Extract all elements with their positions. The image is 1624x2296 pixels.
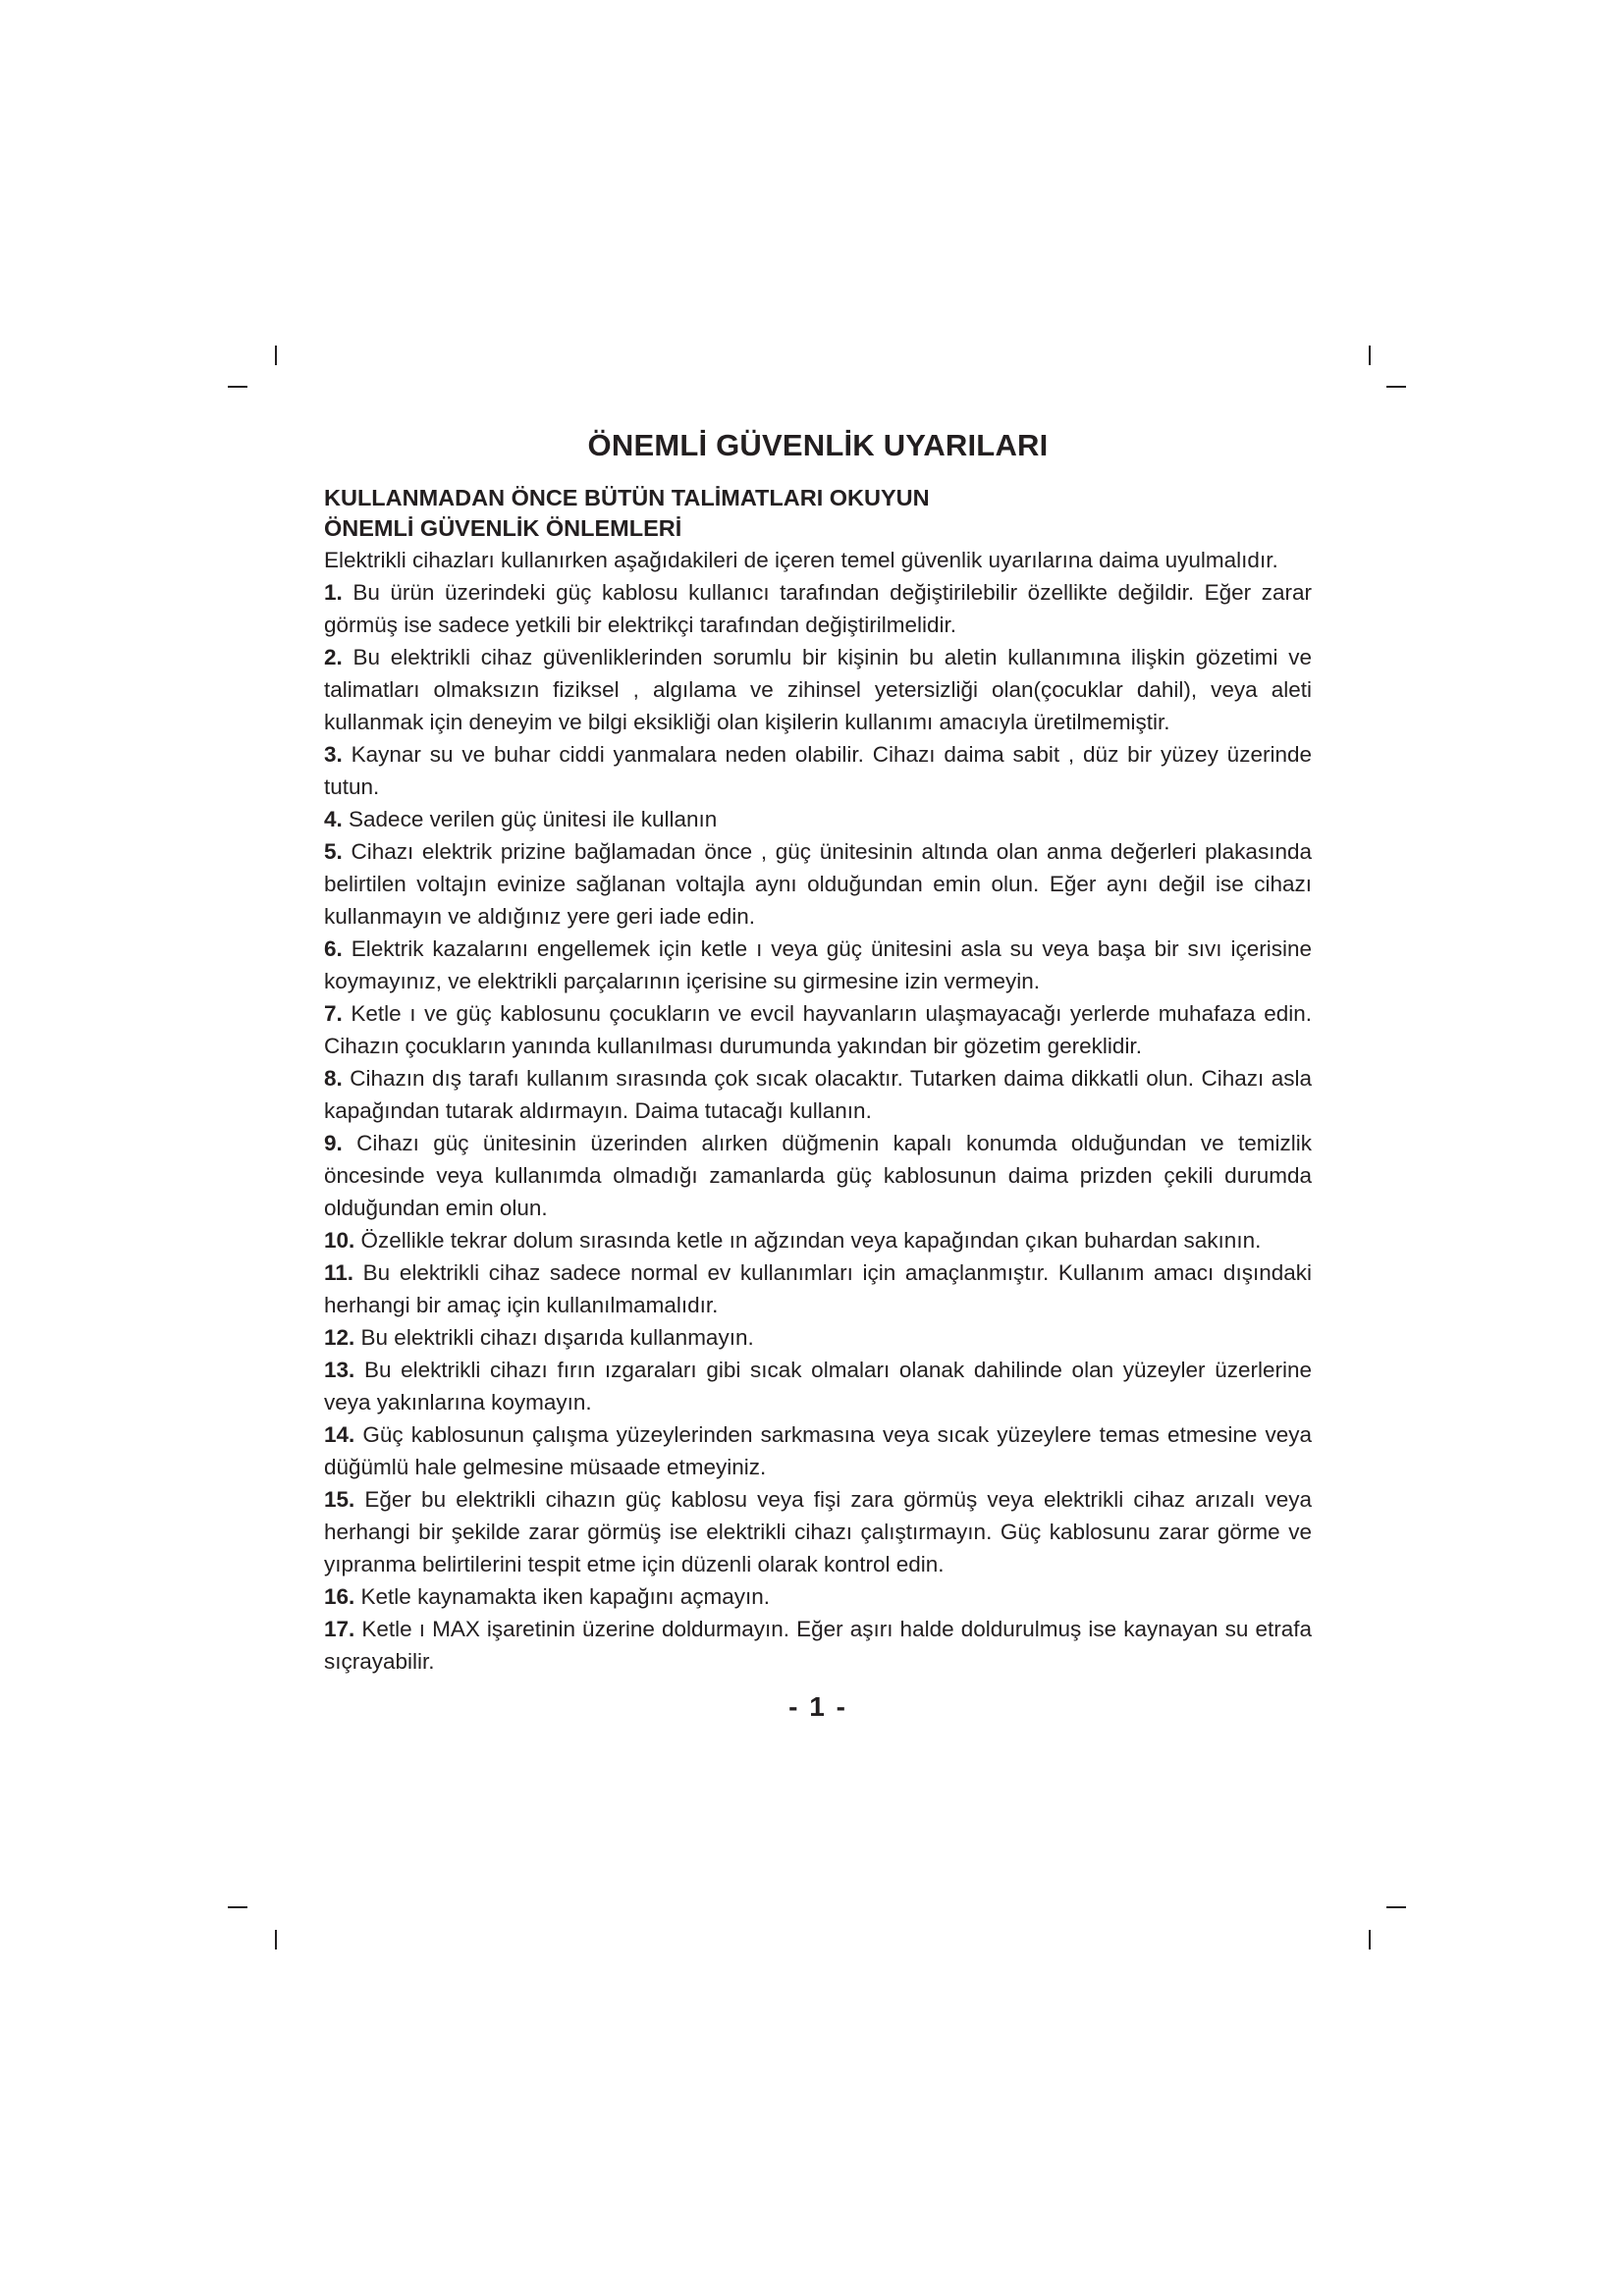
safety-item-text: Bu elektrikli cihaz güvenliklerinden sorumlu bir kişinin bu aletin kullanımına ilişkin gözetimi ve talimatları olmaksızın fiziksel , algılama ve zihinsel yetersizliği olan(çocuklar dahil), veya aleti kullanmak için deneyim ve bilgi eksikliği olan kişilerin kullanımı amacıyla üretilmemiştir. bbox=[324, 645, 1312, 734]
safety-item bbox=[324, 1580, 1312, 1613]
safety-item bbox=[324, 1354, 1312, 1418]
safety-item-number: 2. bbox=[324, 645, 343, 669]
crop-mark-bottom-left-vertical bbox=[275, 1930, 277, 1949]
safety-item bbox=[324, 835, 1312, 933]
safety-item bbox=[324, 1483, 1312, 1580]
page-number: - 1 - bbox=[788, 1691, 847, 1722]
safety-item-text: Kaynar su ve buhar ciddi yanmalara neden olabilir. Cihazı daima sabit , düz bir yüzey üzerinde tutun. bbox=[324, 742, 1312, 799]
safety-item-number: 10. bbox=[324, 1228, 355, 1253]
safety-item-text: Güç kablosunun çalışma yüzeylerinden sarkmasına veya sıcak yüzeylere temas etmesine veya düğümlü hale gelmesine müsaade etmeyiniz. bbox=[324, 1422, 1312, 1479]
safety-item-text: Bu ürün üzerindeki güç kablosu kullanıcı tarafından değiştirilebilir özellikte değildir. Eğer zarar görmüş ise sadece yetkili bir elektrikçi tarafından değiştirilmelidir. bbox=[324, 580, 1312, 637]
safety-item-text: Bu elektrikli cihazı dışarıda kullanmayın. bbox=[354, 1325, 754, 1350]
subheading-safety-precautions: ÖNEMLİ GÜVENLİK ÖNLEMLERİ bbox=[324, 515, 682, 541]
safety-item-number: 1. bbox=[324, 580, 343, 605]
crop-mark-bottom-left-horizontal bbox=[228, 1906, 247, 1908]
safety-item-text: Bu elektrikli cihaz sadece normal ev kullanımları için amaçlanmıştır. Kullanım amacı dışındaki herhangi bir amaç için kullanılmamalıdır. bbox=[324, 1260, 1312, 1317]
safety-item-number: 16. bbox=[324, 1584, 355, 1609]
safety-item-number: 8. bbox=[324, 1066, 343, 1091]
safety-item bbox=[324, 933, 1312, 997]
safety-item-text: Ketle kaynamakta iken kapağını açmayın. bbox=[354, 1584, 771, 1609]
crop-mark-bottom-right-vertical bbox=[1369, 1930, 1371, 1949]
safety-item-text: Cihazın dış tarafı kullanım sırasında çok sıcak olacaktır. Tutarken daima dikkatli olun. Cihazı asla kapağından tutarak aldırmayın. Daima tutacağı kullanın. bbox=[324, 1066, 1312, 1123]
safety-item-number: 6. bbox=[324, 936, 343, 961]
safety-item bbox=[324, 803, 1312, 835]
crop-mark-top-left-vertical bbox=[275, 346, 277, 365]
safety-item-text: Ketle ı ve güç kablosunu çocukların ve evcil hayvanların ulaşmayacağı yerlerde muhafaza edin. Cihazın çocukların yanında kullanılması durumunda yakından bir gözetim gereklidir. bbox=[324, 1001, 1312, 1058]
safety-item-text: Cihazı elektrik prizine bağlamadan önce , güç ünitesinin altında olan anma değerleri plakasında belirtilen voltajın evinize sağlanan voltajla aynı olduğundan emin olun. Eğer aynı değil ise cihazı kullanmayın ve aldığınız yere geri iade edin. bbox=[324, 839, 1312, 929]
safety-item-number: 15. bbox=[324, 1487, 355, 1512]
crop-mark-bottom-right-horizontal bbox=[1386, 1906, 1406, 1908]
safety-item-number: 13. bbox=[324, 1358, 355, 1382]
safety-item-text: Özellikle tekrar dolum sırasında ketle ın ağzından veya kapağından çıkan buhardan sakının. bbox=[354, 1228, 1262, 1253]
safety-item-number: 14. bbox=[324, 1422, 355, 1447]
safety-item bbox=[324, 997, 1312, 1062]
safety-item bbox=[324, 641, 1312, 738]
intro-paragraph: Elektrikli cihazları kullanırken aşağıdakileri de içeren temel güvenlik uyarılarına daima uyulmalıdır. bbox=[324, 548, 1278, 572]
safety-item-text: Eğer bu elektrikli cihazın güç kablosu veya fişi zara görmüş veya elektrikli cihaz arızalı veya herhangi bir şekilde zarar görmüş ise elektrikli cihazı çalıştırmayın. Güç kablosunu zarar görme ve yıpranma belirtilerini tespit etme için düzenli olarak kontrol edin. bbox=[324, 1487, 1312, 1576]
safety-item bbox=[324, 1321, 1312, 1354]
safety-item-number: 9. bbox=[324, 1131, 343, 1155]
safety-item-number: 5. bbox=[324, 839, 343, 864]
safety-items-list bbox=[324, 576, 1312, 1678]
safety-item-text: Sadece verilen güç ünitesi ile kullanın bbox=[342, 807, 718, 831]
crop-mark-top-right-horizontal bbox=[1386, 386, 1406, 388]
safety-item-number: 7. bbox=[324, 1001, 343, 1026]
crop-mark-top-right-vertical bbox=[1369, 346, 1371, 365]
safety-item-number: 3. bbox=[324, 742, 343, 767]
safety-item-text: Elektrik kazalarını engellemek için ketle ı veya güç ünitesini asla su veya başa bir sıvı içerisine koymayınız, ve elektrikli parçalarının içerisine su girmesine izin vermeyin. bbox=[324, 936, 1312, 993]
safety-item bbox=[324, 1127, 1312, 1224]
safety-item-number: 11. bbox=[324, 1260, 354, 1285]
safety-item bbox=[324, 1256, 1312, 1321]
subheading-read-instructions: KULLANMADAN ÖNCE BÜTÜN TALİMATLARI OKUYUN bbox=[324, 485, 930, 510]
page-content bbox=[324, 428, 1312, 1723]
safety-item-text: Ketle ı MAX işaretinin üzerine doldurmayın. Eğer aşırı halde doldurulmuş ise kaynayan su etrafa sıçrayabilir. bbox=[324, 1617, 1312, 1674]
safety-item-number: 4. bbox=[324, 807, 343, 831]
safety-item-text: Cihazı güç ünitesinin üzerinden alırken düğmenin kapalı konumda olduğundan ve temizlik öncesinde veya kullanımda olmadığı zamanlarda güç kablosunun daima prizden çekili durumda olduğundan emin olun. bbox=[324, 1131, 1312, 1220]
safety-item bbox=[324, 1418, 1312, 1483]
crop-mark-top-left-horizontal bbox=[228, 386, 247, 388]
safety-item bbox=[324, 1613, 1312, 1678]
safety-item-number: 17. bbox=[324, 1617, 355, 1641]
safety-item bbox=[324, 738, 1312, 803]
safety-item bbox=[324, 576, 1312, 641]
safety-item-text: Bu elektrikli cihazı fırın ızgaraları gibi sıcak olmaları olanak dahilinde olan yüzeyler üzerlerine veya yakınlarına koymayın. bbox=[324, 1358, 1312, 1415]
safety-item-number: 12. bbox=[324, 1325, 355, 1350]
safety-item bbox=[324, 1224, 1312, 1256]
safety-item bbox=[324, 1062, 1312, 1127]
document-title: ÖNEMLİ GÜVENLİK UYARILARI bbox=[587, 428, 1049, 462]
